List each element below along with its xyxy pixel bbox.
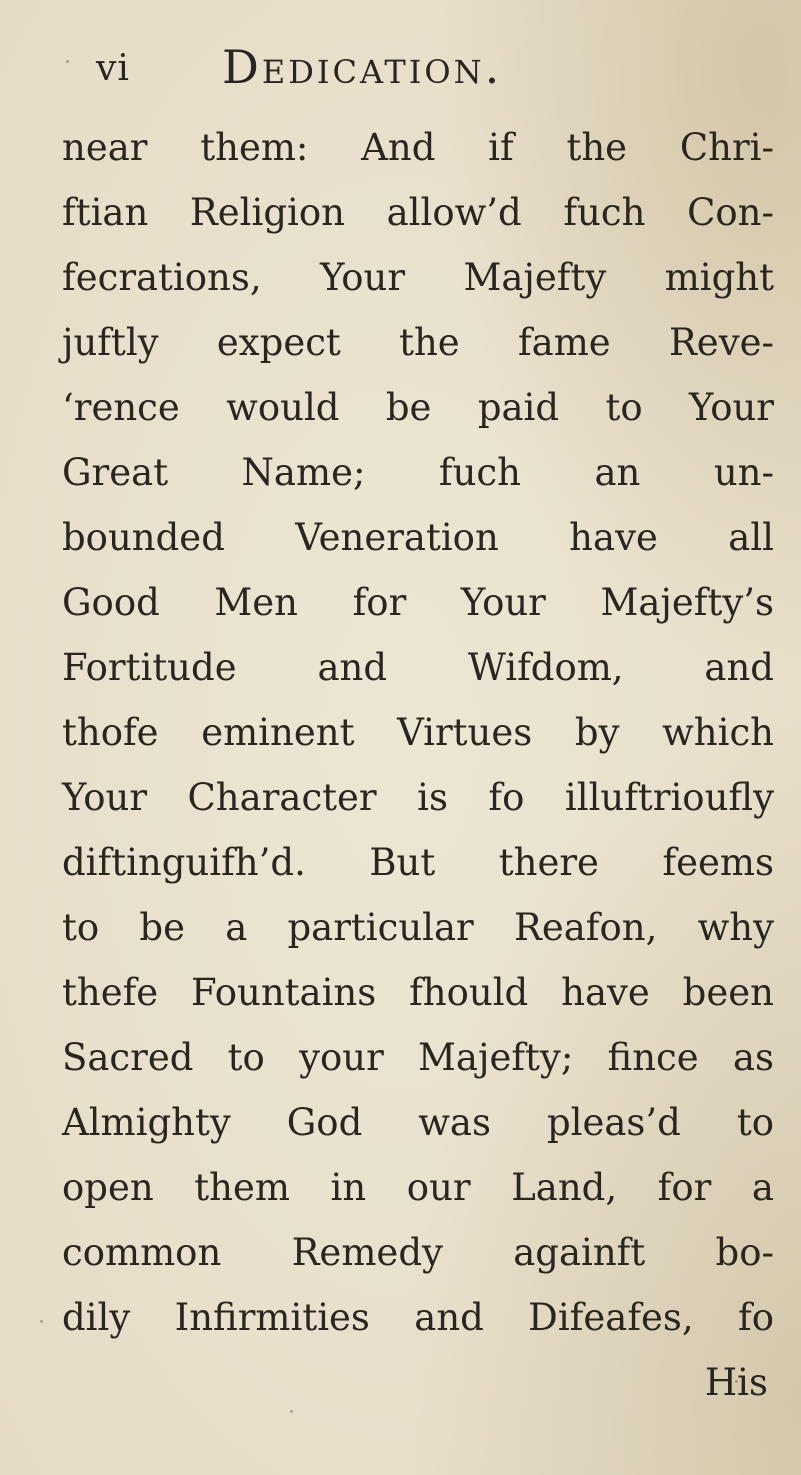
text-line: juftly expect the fame Reve- <box>62 321 774 364</box>
text-line: Sacred to your Majefty; fince as <box>62 1036 774 1079</box>
text-line: Good Men for Your Majefty’s <box>62 581 774 624</box>
text-line: common Remedy againft bo- <box>62 1231 774 1274</box>
text-line: thofe eminent Virtues by which <box>62 711 774 754</box>
text-line: Great Name; fuch an un- <box>62 451 774 494</box>
paper-speck <box>290 1410 293 1413</box>
text-line: ftian Religion allow’d fuch Con- <box>62 191 774 234</box>
text-line: fecrations, Your Majefty might <box>62 256 774 299</box>
page-number: vi <box>96 48 130 89</box>
page-header <box>0 40 801 110</box>
text-line: open them in our Land, for a <box>62 1166 774 1209</box>
text-line: Almighty God was pleas’d to <box>62 1101 774 1144</box>
text-line: near them: And if the Chri- <box>62 126 774 169</box>
catchword: His <box>704 1361 768 1404</box>
paper-speck <box>66 60 69 63</box>
text-line: Your Character is fo illuftrioufly <box>62 776 774 819</box>
paper-speck <box>735 1380 738 1383</box>
text-line: Fortitude and Wifdom, and <box>62 646 774 689</box>
body-text <box>62 115 774 1415</box>
paper-speck <box>40 1320 43 1323</box>
text-line: thefe Fountains fhould have been <box>62 971 774 1014</box>
text-line: ‘rence would be paid to Your <box>62 386 774 429</box>
text-line: dily Infirmities and Difeafes, fo <box>62 1296 774 1339</box>
running-head: Dedication. <box>222 40 503 94</box>
text-line: to be a particular Reafon, why <box>62 906 774 949</box>
text-line: bounded Veneration have all <box>62 516 774 559</box>
text-line: diftinguifh’d. But there feems <box>62 841 774 884</box>
